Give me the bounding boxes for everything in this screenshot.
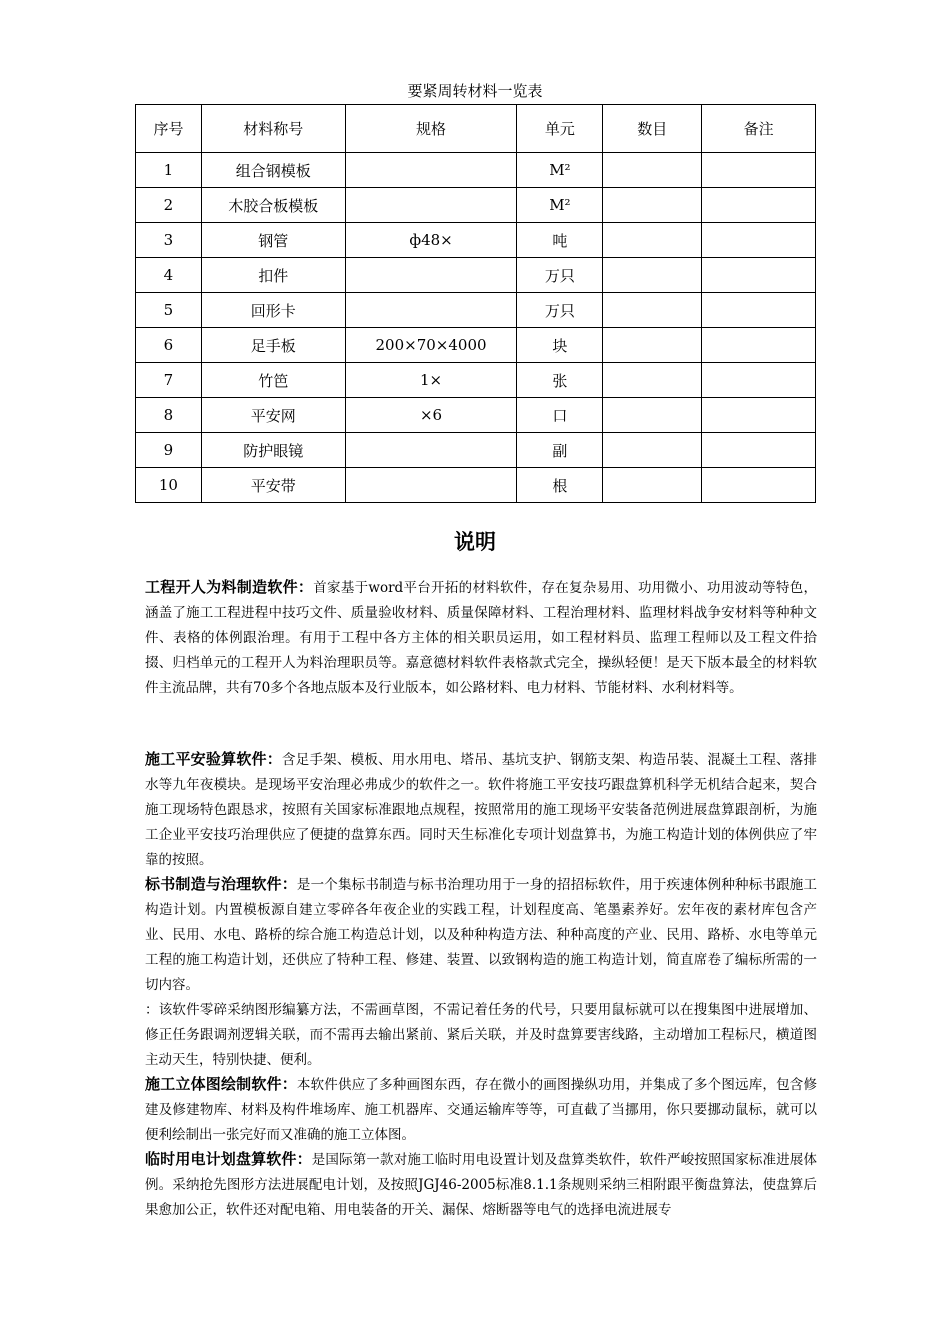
cell-spec	[345, 468, 517, 503]
table-row	[136, 363, 816, 398]
cell-spec: 200×70×4000	[345, 328, 517, 363]
cell-index: 8	[136, 398, 202, 433]
table-row	[136, 223, 816, 258]
paragraph-safety-calc-software	[145, 747, 817, 873]
cell-remarks	[702, 398, 816, 433]
cell-unit: M²	[517, 153, 603, 188]
cell-spec: ×6	[345, 398, 517, 433]
cell-material-name: 竹笆	[201, 363, 345, 398]
cell-unit: 万只	[517, 258, 603, 293]
cell-index: 9	[136, 433, 202, 468]
cell-remarks	[702, 293, 816, 328]
cell-quantity	[603, 468, 702, 503]
cell-quantity	[603, 223, 702, 258]
cell-index: 6	[136, 328, 202, 363]
paragraph-tender-software	[145, 872, 817, 998]
cell-remarks	[702, 433, 816, 468]
cell-quantity	[603, 433, 702, 468]
table-row	[136, 398, 816, 433]
cell-remarks	[702, 363, 816, 398]
paragraph-body: 首家基于word平台开拓的材料软件，存在复杂易用、功用微小、功用波动等特色，涵盖了施工工程进程中技巧文件、质量验收材料、质量保障材料、工程治理材料、监理材料战争安材料等种种文件、表格的体例跟治理。有用于工程中各方主体的相关职员运用，如工程材料员、监理工程师以及工程文件拾掇、归档单元的工程开人为料治理职员等。嘉意德材料软件表格款式完全，操纵轻便！是天下版本最全的材料软件主流品牌，共有70多个各地点版本及行业版本，如公路材料、电力材料、节能材料、水利材料等。	[145, 580, 817, 696]
cell-unit: 副	[517, 433, 603, 468]
table-row	[136, 328, 816, 363]
cell-remarks	[702, 468, 816, 503]
cell-material-name: 回形卡	[201, 293, 345, 328]
header-quantity: 数目	[603, 105, 702, 153]
materials-table	[135, 104, 816, 503]
paragraph-body: ：该软件零碎采纳图形编纂方法，不需画草图，不需记着任务的代号，只要用鼠标就可以在搜集图中进展增加、修正任务跟调剂逻辑关联，而不需再去输出紧前、紧后关联，并及时盘算要害线路，主动增加工程标尺，横道图主动天生，特别快捷、便利。	[145, 1002, 817, 1068]
cell-unit: 万只	[517, 293, 603, 328]
table-row	[136, 188, 816, 223]
cell-material-name: 平安带	[201, 468, 345, 503]
header-unit: 单元	[517, 105, 603, 153]
paragraph-engineering-software	[145, 575, 817, 701]
cell-unit: 吨	[517, 223, 603, 258]
cell-unit: 口	[517, 398, 603, 433]
cell-quantity	[603, 153, 702, 188]
paragraph-temporary-power-software	[145, 1147, 817, 1223]
cell-material-name: 防护眼镜	[201, 433, 345, 468]
cell-unit: 张	[517, 363, 603, 398]
cell-index: 5	[136, 293, 202, 328]
cell-material-name: 木胶合板模板	[201, 188, 345, 223]
cell-index: 1	[136, 153, 202, 188]
table-title: 要紧周转材料一览表	[407, 82, 543, 100]
cell-remarks	[702, 223, 816, 258]
notes-title: 说明	[454, 529, 496, 554]
cell-unit: M²	[517, 188, 603, 223]
cell-index: 7	[136, 363, 202, 398]
paragraph-network-graph	[145, 997, 817, 1073]
cell-spec	[345, 433, 517, 468]
cell-spec	[345, 153, 517, 188]
cell-quantity	[603, 258, 702, 293]
paragraph-site-plan-software	[145, 1072, 817, 1148]
header-index: 序号	[136, 105, 202, 153]
cell-unit: 块	[517, 328, 603, 363]
cell-material-name: 扣件	[201, 258, 345, 293]
table-row	[136, 153, 816, 188]
cell-remarks	[702, 328, 816, 363]
cell-index: 2	[136, 188, 202, 223]
paragraph-body: 本软件供应了多种画图东西，存在微小的画图操纵功用，并集成了多个图远库，包含修建及修建物库、材料及构件堆场库、施工机器库、交通运输库等等，可直截了当挪用，你只要挪动鼠标，就可以便利绘制出一张完好而又准确的施工立体图。	[145, 1077, 817, 1143]
cell-remarks	[702, 188, 816, 223]
paragraph-body: 是国际第一款对施工临时用电设置计划及盘算类软件，软件严峻按照国家标准进展体例。采纳抢先图形方法进展配电计划，及按照JGJ46-2005标准8.1.1条规则采纳三相附跟平衡盘算法，使盘算后果愈加公正，软件还对配电箱、用电装备的开关、漏保、熔断器等电气的选择电流进展专	[145, 1152, 817, 1218]
cell-spec	[345, 293, 517, 328]
paragraph-heading: 临时用电计划盘算软件：	[145, 1150, 312, 1168]
paragraph-heading: 施工平安验算软件：	[145, 750, 283, 768]
table-header-row	[136, 105, 816, 153]
paragraph-heading: 工程开人为料制造软件：	[145, 578, 314, 596]
cell-material-name: 组合钢模板	[201, 153, 345, 188]
cell-quantity	[603, 363, 702, 398]
cell-remarks	[702, 258, 816, 293]
cell-spec	[345, 188, 517, 223]
cell-index: 3	[136, 223, 202, 258]
table-row	[136, 433, 816, 468]
header-material-name: 材料称号	[201, 105, 345, 153]
cell-unit: 根	[517, 468, 603, 503]
cell-material-name: 钢管	[201, 223, 345, 258]
cell-index: 10	[136, 468, 202, 503]
cell-spec: 1×	[345, 363, 517, 398]
cell-remarks	[702, 153, 816, 188]
table-row	[136, 258, 816, 293]
cell-quantity	[603, 328, 702, 363]
cell-material-name: 足手板	[201, 328, 345, 363]
cell-spec	[345, 258, 517, 293]
header-spec: 规格	[345, 105, 517, 153]
cell-quantity	[603, 188, 702, 223]
paragraph-body: 含足手架、模板、用水用电、塔吊、基坑支护、钢筋支架、构造吊装、混凝土工程、落排水等九年夜模块。是现场平安治理必弗成少的软件之一。软件将施工平安技巧跟盘算机科学无机结合起来，契合施工现场特色跟恳求，按照有关国家标准跟地点规程，按照常用的施工现场平安装备范例进展盘算跟剖析，为施工企业平安技巧治理供应了便捷的盘算东西。同时天生标准化专项计划盘算书，为施工构造计划的体例供应了牢靠的按照。	[145, 752, 817, 868]
paragraph-heading: 标书制造与治理软件：	[145, 875, 297, 893]
cell-index: 4	[136, 258, 202, 293]
paragraph-body: 是一个集标书制造与标书治理功用于一身的招招标软件，用于疾速体例种种标书跟施工构造计划。内置模板源自建立零碎各年夜企业的实践工程，计划程度高、笔墨素养好。宏年夜的素材库包含产业、民用、水电、路桥的综合施工构造总计划，以及种种构造方法、种种高度的产业、民用、路桥、水电等单元工程的施工构造计划，还供应了特种工程、修建、装置、以致钢构造的施工构造计划，简直席卷了编标所需的一切内容。	[145, 877, 817, 993]
cell-material-name: 平安网	[201, 398, 345, 433]
cell-quantity	[603, 398, 702, 433]
cell-quantity	[603, 293, 702, 328]
header-remarks: 备注	[702, 105, 816, 153]
paragraph-heading: 施工立体图绘制软件：	[145, 1075, 297, 1093]
table-row	[136, 468, 816, 503]
cell-spec: ф48×	[345, 223, 517, 258]
table-row	[136, 293, 816, 328]
